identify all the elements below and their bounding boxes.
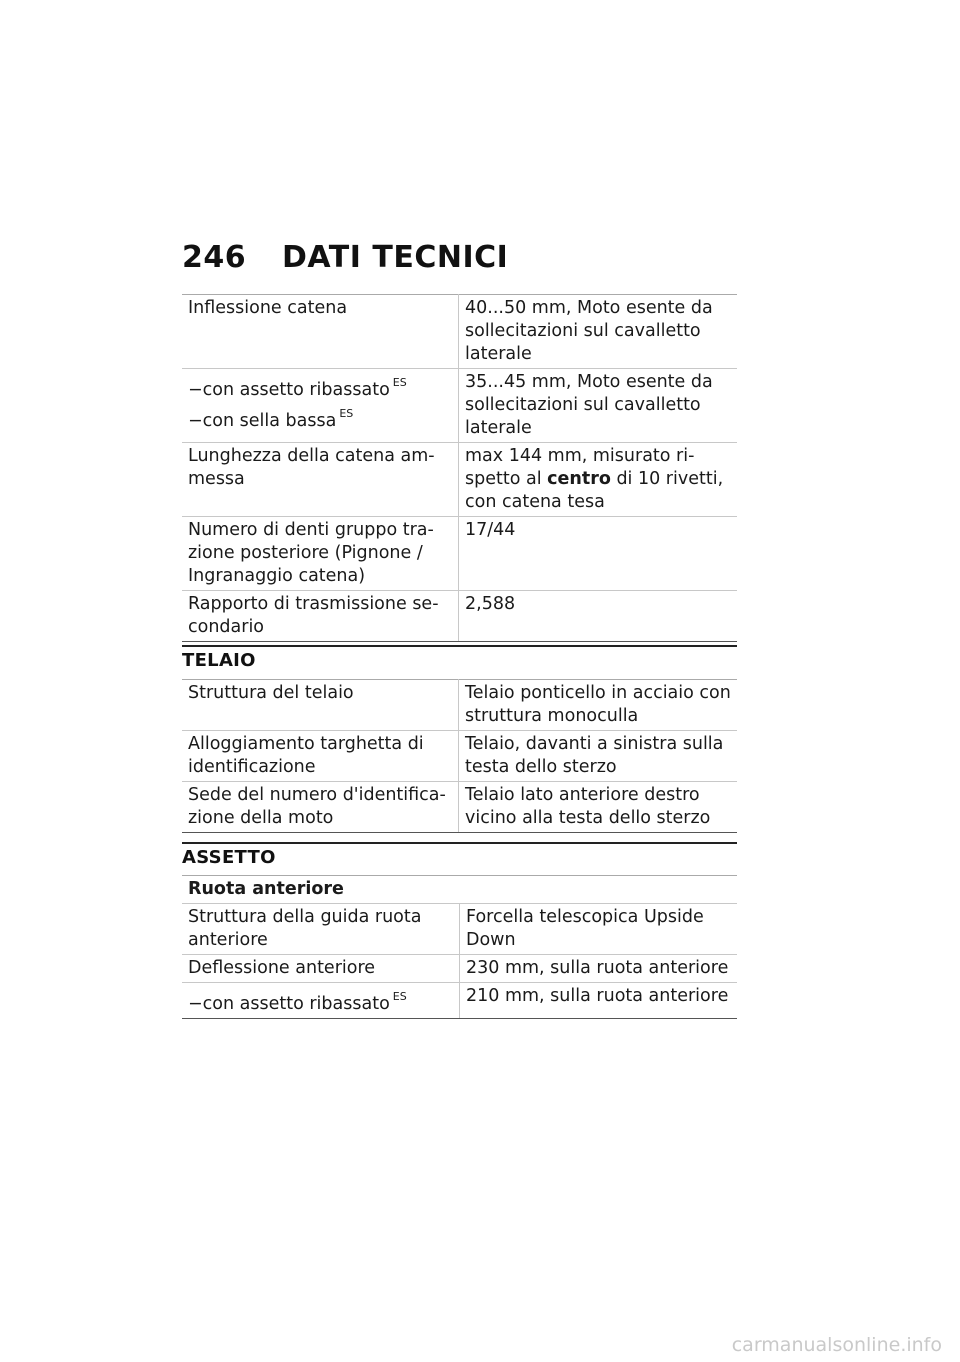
spec-value: 17/44 (459, 517, 738, 591)
spec-value (459, 443, 738, 517)
spec-label: Lunghezza della catena ammessa (182, 443, 459, 517)
section-divider (182, 842, 737, 844)
assetto-spec-table (182, 875, 737, 1019)
es-marker: ES (392, 990, 407, 1003)
spec-value: 35...45 mm, Moto esente da sollecitazioni sul cavalletto laterale (459, 369, 738, 443)
table-row (182, 904, 737, 955)
spec-value-text: max 144 mm, misurato rispetto al (465, 446, 695, 489)
spec-label: Alloggiamento targhetta di identificazione (182, 731, 459, 782)
spec-label-line: −con assetto ribassato (188, 380, 390, 400)
spec-value: 2,588 (459, 591, 738, 642)
table-row (182, 591, 737, 642)
subheading-ruota-anteriore: Ruota anteriore (182, 876, 737, 904)
table-row (182, 731, 737, 782)
spec-label: Sede del numero d'identificazione della moto (182, 782, 459, 833)
spec-value: Telaio, davanti a sinistra sulla testa dello sterzo (459, 731, 738, 782)
table-row (182, 983, 737, 1019)
spec-label: Deflessione anteriore (182, 955, 460, 983)
table-row (182, 295, 737, 369)
spec-label: Struttura del telaio (182, 680, 459, 731)
section-divider (182, 645, 737, 647)
spec-value: 210 mm, sulla ruota anteriore (460, 983, 738, 1019)
table-row (182, 517, 737, 591)
spec-label: Struttura della guida ruota anteriore (182, 904, 460, 955)
section-title-telaio: TELAIO (182, 650, 256, 671)
telaio-spec-table (182, 679, 737, 833)
chain-spec-table (182, 294, 737, 642)
spec-value-bold: centro (547, 469, 611, 489)
table-row (182, 369, 737, 443)
spec-value: 40...50 mm, Moto esente da sollecitazioni sul cavalletto laterale (459, 295, 738, 369)
es-marker: ES (392, 376, 407, 389)
spec-label-line: −con assetto ribassato (188, 994, 390, 1014)
spec-label-line: −con sella bassa (188, 411, 337, 431)
table-row (182, 680, 737, 731)
watermark: carmanualsonline.info (731, 1334, 942, 1356)
es-marker: ES (339, 407, 354, 420)
spec-label (182, 983, 460, 1019)
spec-label (182, 369, 459, 443)
section-title-assetto: ASSETTO (182, 847, 276, 868)
spec-label: Rapporto di trasmissione secondario (182, 591, 459, 642)
page-title: DATI TECNICI (282, 240, 509, 275)
spec-value: Telaio lato anteriore destro vicino alla testa dello sterzo (459, 782, 738, 833)
table-row (182, 443, 737, 517)
table-subheading-row (182, 876, 737, 904)
page-header (182, 240, 508, 275)
spec-value: Telaio ponticello in acciaio con struttura monoculla (459, 680, 738, 731)
table-row (182, 955, 737, 983)
spec-label: Numero di denti gruppo trazione posteriore (Pignone / Ingranaggio catena) (182, 517, 459, 591)
spec-label: Inflessione catena (182, 295, 459, 369)
spec-value: Forcella telescopica Upside Down (460, 904, 738, 955)
table-row (182, 782, 737, 833)
page-number: 246 (182, 240, 247, 275)
spec-value-text: di 10 rivetti, con catena tesa (465, 469, 724, 512)
spec-value: 230 mm, sulla ruota anteriore (460, 955, 738, 983)
